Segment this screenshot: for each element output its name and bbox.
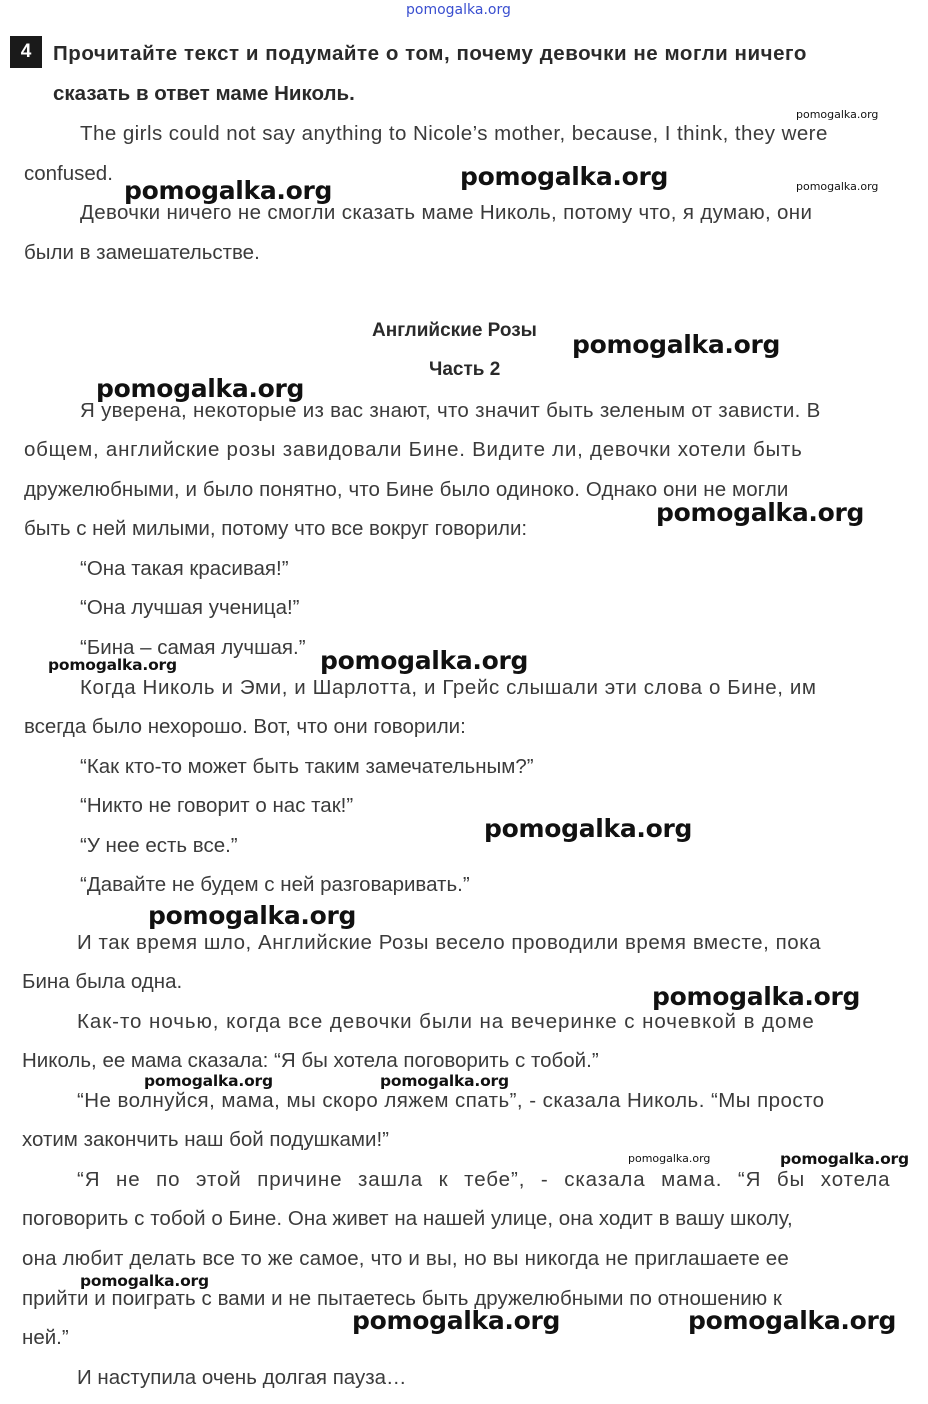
story-line: И так время шло, Английские Розы весело проводили время вместе, пока [77,931,822,954]
watermark: pomogalka.org [484,814,693,843]
story-line: прийти и поиграть с вами и не пытаетесь быть дружелюбными по отношению к [22,1287,782,1310]
task-number-badge: 4 [10,36,42,68]
watermark: pomogalka.org [380,1072,509,1090]
story-title: Английские Розы [372,320,537,341]
story-part: Часть 2 [429,359,501,380]
story-line: хотим закончить наш бой подушками!” [22,1128,389,1151]
story-line: Когда Николь и Эми, и Шарлотта, и Грейс слышали эти слова о Бине, им [80,676,817,699]
answer-ru-line-1: Девочки ничего не смогли сказать маме Николь, потому что, я думаю, они [80,201,813,224]
watermark: pomogalka.org [652,982,861,1011]
story-line: “Я не по этой причине зашла к тебе”, - сказала мама. “Я бы хотела [77,1168,891,1191]
story-line: Бина была одна. [22,970,183,993]
story-quote: “У нее есть все.” [80,834,238,857]
story-line: “Не волнуйся, мама, мы скоро ляжем спать”, - сказала Николь. “Мы просто [77,1089,825,1112]
watermark: pomogalka.org [80,1272,209,1290]
story-quote: “Давайте не будем с ней разговаривать.” [80,873,470,896]
story-line: Как-то ночью, когда все девочки были на вечеринке с ночевкой в доме [77,1010,815,1033]
story-line: дружелюбными, и было понятно, что Бине было одиноко. Однако они не могли [24,478,789,501]
watermark: pomogalka.org [320,646,529,675]
watermark: pomogalka.org [796,180,879,193]
watermark: pomogalka.org [628,1152,711,1165]
watermark: pomogalka.org [48,656,177,674]
watermark: pomogalka.org [144,1072,273,1090]
answer-ru-line-2: были в замешательстве. [24,241,260,264]
story-quote: “Она лучшая ученица!” [80,596,300,619]
watermark: pomogalka.org [656,498,865,527]
watermark: pomogalka.org [124,176,333,205]
story-quote: “Она такая красивая!” [80,557,289,580]
watermark: pomogalka.org [148,901,357,930]
watermark: pomogalka.org [460,162,669,191]
story-line: она любит делать все то же самое, что и вы, но вы никогда не приглашаете ее [22,1247,790,1270]
story-quote: “Бина – самая лучшая.” [80,636,306,659]
task-prompt-line-2: сказать в ответ маме Николь. [53,82,355,105]
story-quote: “Как кто-то может быть таким замечательным?” [80,755,534,778]
story-line: поговорить с тобой о Бине. Она живет на нашей улице, она ходит в вашу школу, [22,1207,793,1230]
watermark: pomogalka.org [780,1150,909,1168]
story-quote: “Никто не говорит о нас так!” [80,794,354,817]
top-watermark: pomogalka.org [406,2,511,18]
story-line: быть с ней милыми, потому что все вокруг говорили: [24,517,528,540]
watermark: pomogalka.org [688,1306,897,1335]
story-line: всегда было нехорошо. Вот, что они говорили: [24,715,466,738]
story-line: И наступила очень долгая пауза… [77,1366,407,1389]
watermark: pomogalka.org [96,374,305,403]
watermark: pomogalka.org [352,1306,561,1335]
answer-en-line-1: The girls could not say anything to Nicole’s mother, because, I think, they were [80,122,828,145]
story-line: ней.” [22,1326,69,1349]
answer-en-line-2: confused. [24,162,113,185]
watermark: pomogalka.org [572,330,781,359]
story-line: Николь, ее мама сказала: “Я бы хотела поговорить с тобой.” [22,1049,599,1072]
story-line: Я уверена, некоторые из вас знают, что значит быть зеленым от зависти. В [80,399,821,422]
watermark: pomogalka.org [796,108,879,121]
story-line: общем, английские розы завидовали Бине. Видите ли, девочки хотели быть [24,438,803,461]
task-prompt-line-1: Прочитайте текст и подумайте о том, почему девочки не могли ничего [53,42,807,65]
